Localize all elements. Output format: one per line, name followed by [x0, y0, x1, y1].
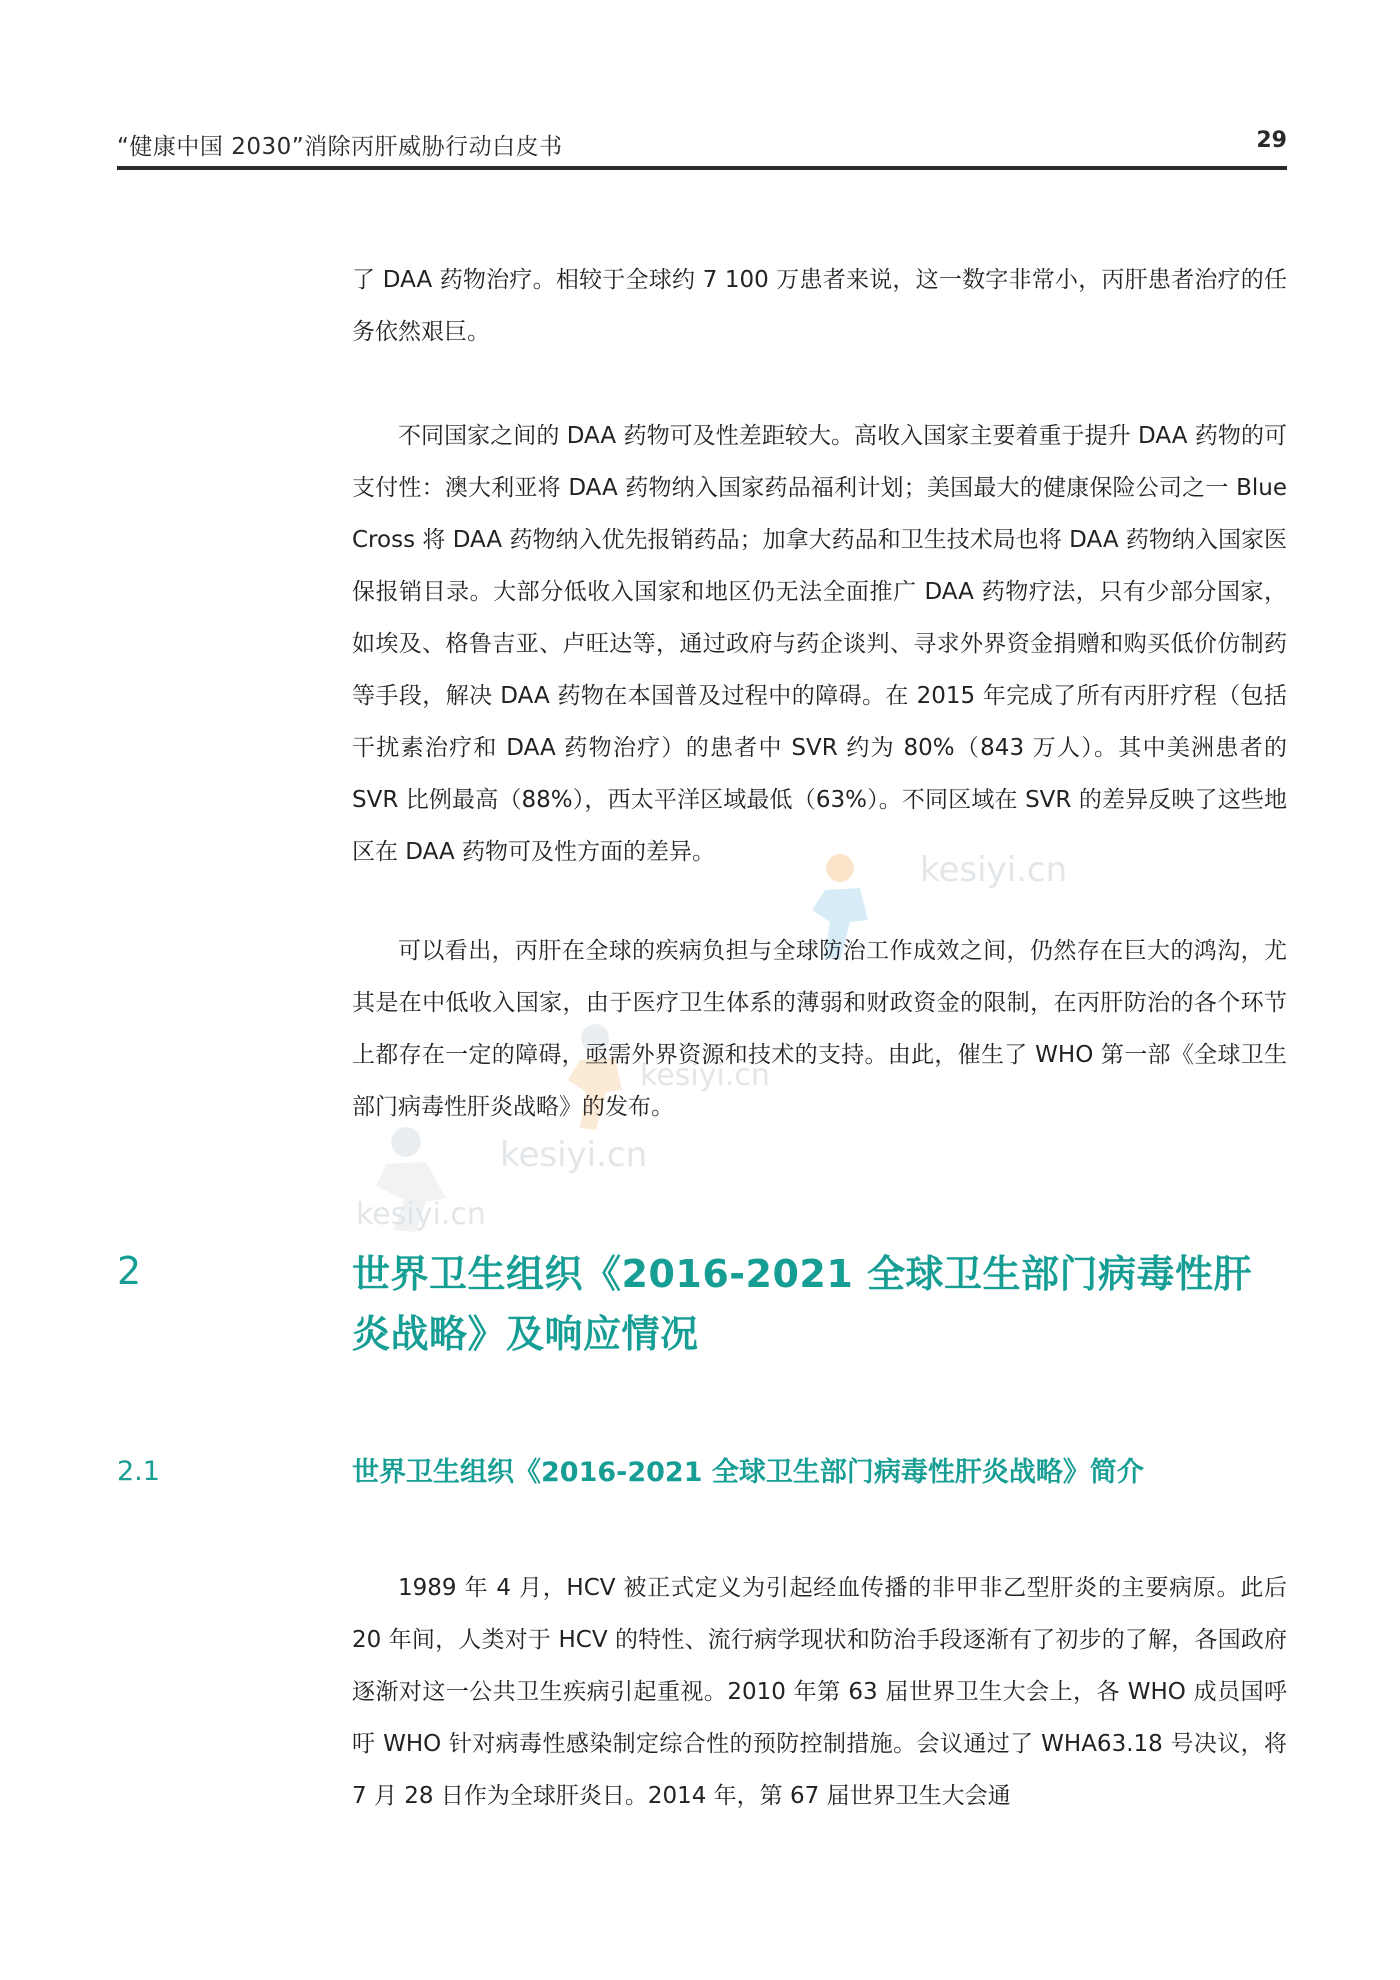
section-number: 2 [117, 1249, 142, 1293]
running-title: “健康中国 2030”消除丙肝威胁行动白皮书 [117, 134, 563, 160]
watermark-text: kesiyi.cn [920, 850, 1068, 890]
paragraph: 1989 年 4 月，HCV 被正式定义为引起经血传播的非甲非乙型肝炎的主要病原。此后 20 年间，人类对于 HCV 的特性、流行病学现状和防治手段逐渐有了初步的了解，各国政府逐渐对这一公共卫生疾病引起重视。2010 年第 63 届世界卫生大会上，各 WHO 成员国呼吁 WHO 针对病毒性感染制定综合性的预防控制措施。会议通过了 WHA63.18 号决议，将 7 月 28 日作为全球肝炎日。2014 年，第 67 届世界卫生大会通 [352, 1575, 1287, 1809]
subsection-number: 2.1 [117, 1456, 160, 1487]
subsection-heading: 世界卫生组织《2016-2021 全球卫生部门病毒性肝炎战略》简介 [352, 1457, 1144, 1488]
page-number: 29 [1256, 128, 1287, 153]
paragraph: 可以看出，丙肝在全球的疾病负担与全球防治工作成效之间，仍然存在巨大的鸿沟，尤其是在中低收入国家，由于医疗卫生体系的薄弱和财政资金的限制，在丙肝防治的各个环节上都存在一定的障碍，亟需外界资源和技术的支持。由此，催生了 WHO 第一部《全球卫生部门病毒性肝炎战略》的发布。 [352, 938, 1287, 1120]
watermark-text: kesiyi.cn [640, 1058, 770, 1093]
watermark-text: kesiyi.cn [356, 1197, 486, 1232]
section-heading: 世界卫生组织《2016-2021 全球卫生部门病毒性肝炎战略》及响应情况 [352, 1252, 1253, 1356]
running-header [117, 126, 1287, 170]
paragraph: 不同国家之间的 DAA 药物可及性差距较大。高收入国家主要着重于提升 DAA 药物的可支付性：澳大利亚将 DAA 药物纳入国家药品福利计划；美国最大的健康保险公司之一 Blue Cross 将 DAA 药物纳入优先报销药品；加拿大药品和卫生技术局也将 DAA 药物纳入国家医保报销目录。大部分低收入国家和地区仍无法全面推广 DAA 药物疗法，只有少部分国家，如埃及、格鲁吉亚、卢旺达等，通过政府与药企谈判、寻求外界资金捐赠和购买低价仿制药等手段，解决 DAA 药物在本国普及过程中的障碍。在 2015 年完成了所有丙肝疗程（包括干扰素治疗和 DAA 药物治疗）的患者中 SVR 约为 80%（843 万人）。其中美洲患者的 SVR 比例最高（88%），西太平洋区域最低（63%）。不同区域在 SVR 的差异反映了这些地区在 DAA 药物可及性方面的差异。 [352, 423, 1287, 865]
paragraph: 了 DAA 药物治疗。相较于全球约 7 100 万患者来说，这一数字非常小，丙肝患者治疗的任务依然艰巨。 [352, 267, 1287, 345]
watermark-text: kesiyi.cn [500, 1135, 648, 1175]
watermark-figure-icon [356, 1120, 476, 1240]
